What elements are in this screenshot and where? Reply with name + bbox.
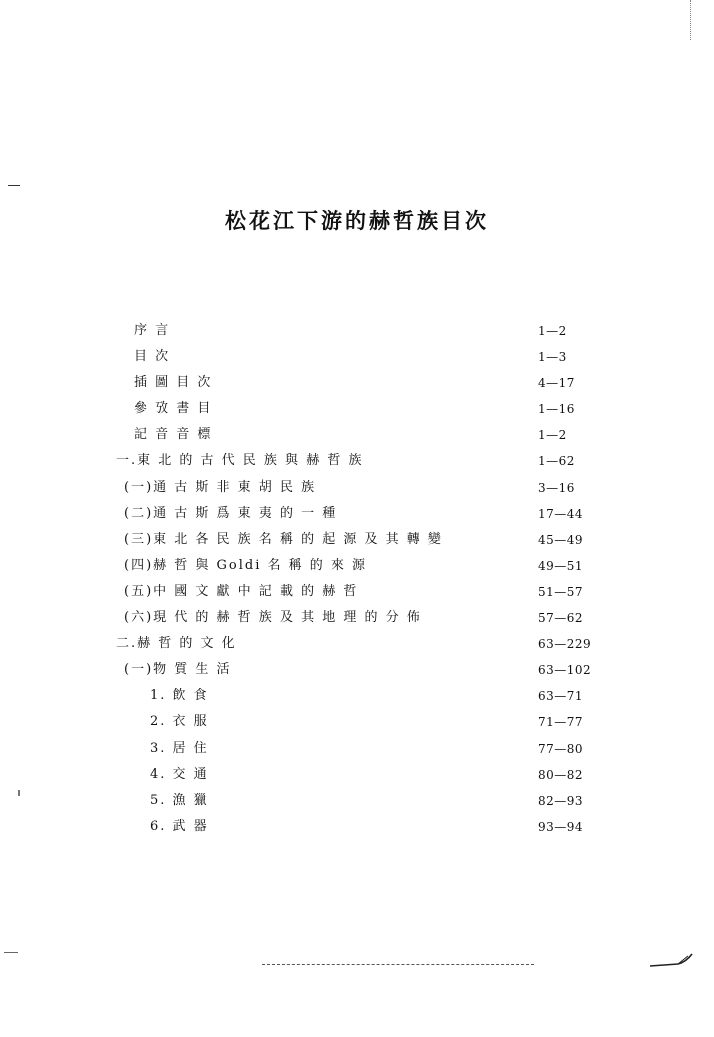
toc-entry (0, 657, 714, 683)
toc-entry-pages: 80—82 (538, 767, 584, 782)
toc-entry-pages: 1—3 (538, 350, 567, 365)
toc-entry-label: 記 音 音 標 (134, 427, 213, 443)
toc-entry-pages: 57—62 (538, 611, 584, 626)
toc-entry-label: 插 圖 目 次 (134, 375, 213, 391)
toc-entry-label: (一)物 質 生 活 (124, 662, 232, 678)
scan-dot-left (18, 790, 20, 796)
toc-entry-label: 2. 衣 服 (150, 714, 209, 730)
toc-entry (0, 527, 714, 553)
toc-entry-label: 4. 交 通 (150, 766, 209, 782)
toc-entry-pages: 77—80 (538, 741, 584, 756)
toc-entry-pages: 51—57 (538, 584, 584, 599)
scan-mark-left-lower (4, 952, 18, 953)
toc-entry-label: 5. 漁 獵 (150, 792, 209, 808)
toc-entry-label: (五)中 國 文 獻 中 記 載 的 赫 哲 (124, 583, 359, 599)
scan-hook-mark (648, 950, 698, 974)
toc-entry-label: 一.東 北 的 古 代 民 族 與 赫 哲 族 (116, 453, 364, 469)
toc-entry-pages: 82—93 (538, 793, 584, 808)
scan-bottom-line (262, 964, 534, 965)
toc-entry-pages: 63—102 (538, 663, 592, 678)
toc-entry (0, 631, 714, 657)
toc-entry (0, 788, 714, 814)
page-title: 松花江下游的赫哲族目次 (225, 208, 489, 233)
toc-entry-pages: 49—51 (538, 558, 584, 573)
toc-entry-label: 目 次 (134, 349, 171, 365)
toc-entry (0, 683, 714, 709)
toc-entry (0, 396, 714, 422)
toc-entry-pages: 1—2 (538, 324, 567, 338)
toc-entry (0, 501, 714, 527)
toc-entry (0, 736, 714, 762)
table-of-contents (0, 318, 714, 840)
toc-entry (0, 344, 714, 370)
toc-entry (0, 448, 714, 474)
toc-entry-label: (六)現 代 的 赫 哲 族 及 其 地 理 的 分 佈 (124, 610, 422, 626)
toc-entry-pages: 3—16 (538, 480, 575, 495)
toc-entry (0, 475, 714, 501)
toc-entry (0, 762, 714, 788)
toc-entry-pages: 93—94 (538, 819, 584, 834)
toc-entry-pages: 4—17 (538, 376, 575, 391)
toc-entry (0, 553, 714, 579)
toc-entry-label: 參 攷 書 目 (134, 401, 213, 417)
toc-entry-pages: 63—229 (538, 637, 592, 652)
toc-entry (0, 605, 714, 631)
toc-entry-label: 1. 飲 食 (150, 688, 209, 704)
toc-entry-pages: 71—77 (538, 715, 584, 730)
toc-entry-pages: 1—62 (538, 454, 575, 469)
toc-entry (0, 709, 714, 735)
toc-entry-label: (一)通 古 斯 非 東 胡 民 族 (124, 479, 317, 495)
toc-entry-pages: 45—49 (538, 532, 584, 547)
scan-edge-mark (690, 0, 691, 40)
toc-entry-label: (四)赫 哲 與 Goldi 名 稱 的 來 源 (124, 557, 368, 573)
toc-entry (0, 814, 714, 840)
toc-entry-label: (二)通 古 斯 爲 東 夷 的 一 種 (124, 505, 338, 521)
toc-entry-label: 3. 居 住 (150, 740, 209, 756)
toc-entry-pages: 1—2 (538, 428, 567, 443)
toc-entry (0, 318, 714, 344)
toc-entry-label: 二.赫 哲 的 文 化 (116, 636, 237, 652)
toc-entry (0, 579, 714, 605)
toc-entry (0, 370, 714, 396)
toc-entry-label: 6. 武 器 (150, 818, 209, 834)
scan-mark-left (8, 185, 20, 186)
toc-entry-label: (三)東 北 各 民 族 名 稱 的 起 源 及 其 轉 變 (124, 531, 443, 547)
toc-entry-pages: 63—71 (538, 689, 584, 704)
toc-entry (0, 422, 714, 448)
toc-entry-pages: 17—44 (538, 506, 584, 521)
toc-entry-label: 序 言 (134, 323, 171, 338)
toc-entry-pages: 1—16 (538, 402, 575, 417)
